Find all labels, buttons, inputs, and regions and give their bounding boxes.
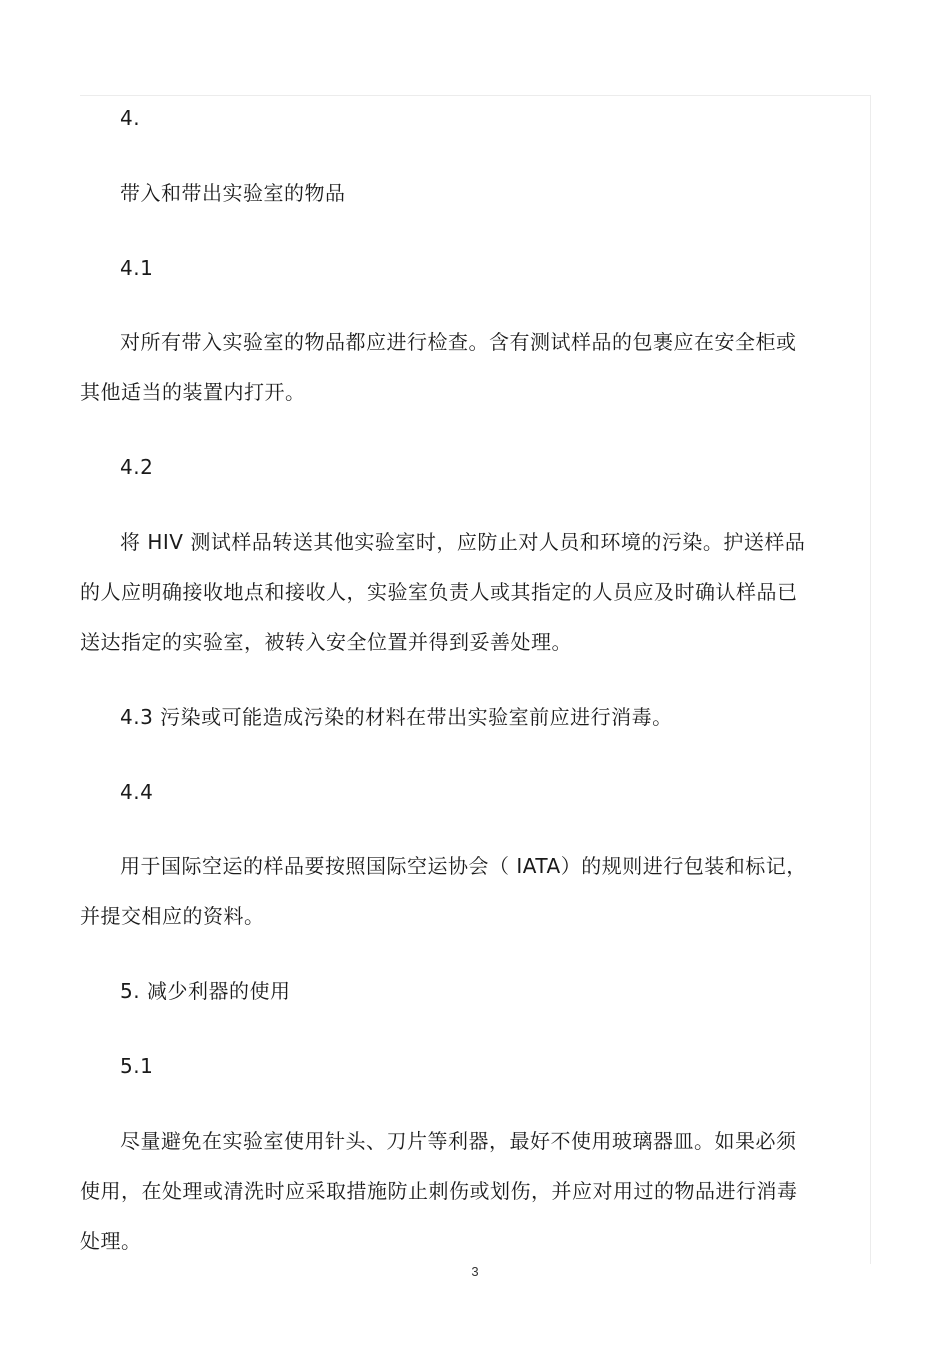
section-5-heading: 5. 减少利器的使用 (120, 979, 291, 1003)
section-4-2-text-line-2: 的人应明确接收地点和接收人，实验室负责人或其指定的人员应及时确认样品已 (80, 580, 798, 604)
section-4-3-text: 4.3 污染或可能造成污染的材料在带出实验室前应进行消毒。 (120, 705, 673, 729)
page-frame (80, 95, 871, 1264)
section-4-1-text-line-1: 对所有带入实验室的物品都应进行检查。含有测试样品的包裹应在安全柜或 (120, 330, 797, 354)
page-number: 3 (471, 1264, 479, 1279)
section-4-1-number: 4.1 (120, 256, 154, 280)
section-5-1-number: 5.1 (120, 1054, 154, 1078)
section-4-2-text-line-1: 将 HIV 测试样品转送其他实验室时，应防止对人员和环境的污染。护送样品 (120, 530, 806, 554)
section-4-1-text-line-2: 其他适当的装置内打开。 (80, 380, 306, 404)
section-4-4-number: 4.4 (120, 780, 154, 804)
section-4-number: 4. (120, 106, 141, 130)
section-5-1-text-line-1: 尽量避免在实验室使用针头、刀片等利器，最好不使用玻璃器皿。如果必须 (120, 1129, 797, 1153)
section-4-4-text-line-1: 用于国际空运的样品要按照国际空运协会（ IATA）的规则进行包装和标记， (120, 854, 807, 878)
section-5-1-text-line-2: 使用，在处理或清洗时应采取措施防止刺伤或划伤，并应对用过的物品进行消毒 (80, 1179, 798, 1203)
section-4-4-text-line-2: 并提交相应的资料。 (80, 904, 265, 928)
section-4-title: 带入和带出实验室的物品 (120, 181, 346, 205)
section-5-1-text-line-3: 处理。 (80, 1229, 142, 1253)
section-4-2-number: 4.2 (120, 455, 154, 479)
section-4-2-text-line-3: 送达指定的实验室，被转入安全位置并得到妥善处理。 (80, 630, 572, 654)
